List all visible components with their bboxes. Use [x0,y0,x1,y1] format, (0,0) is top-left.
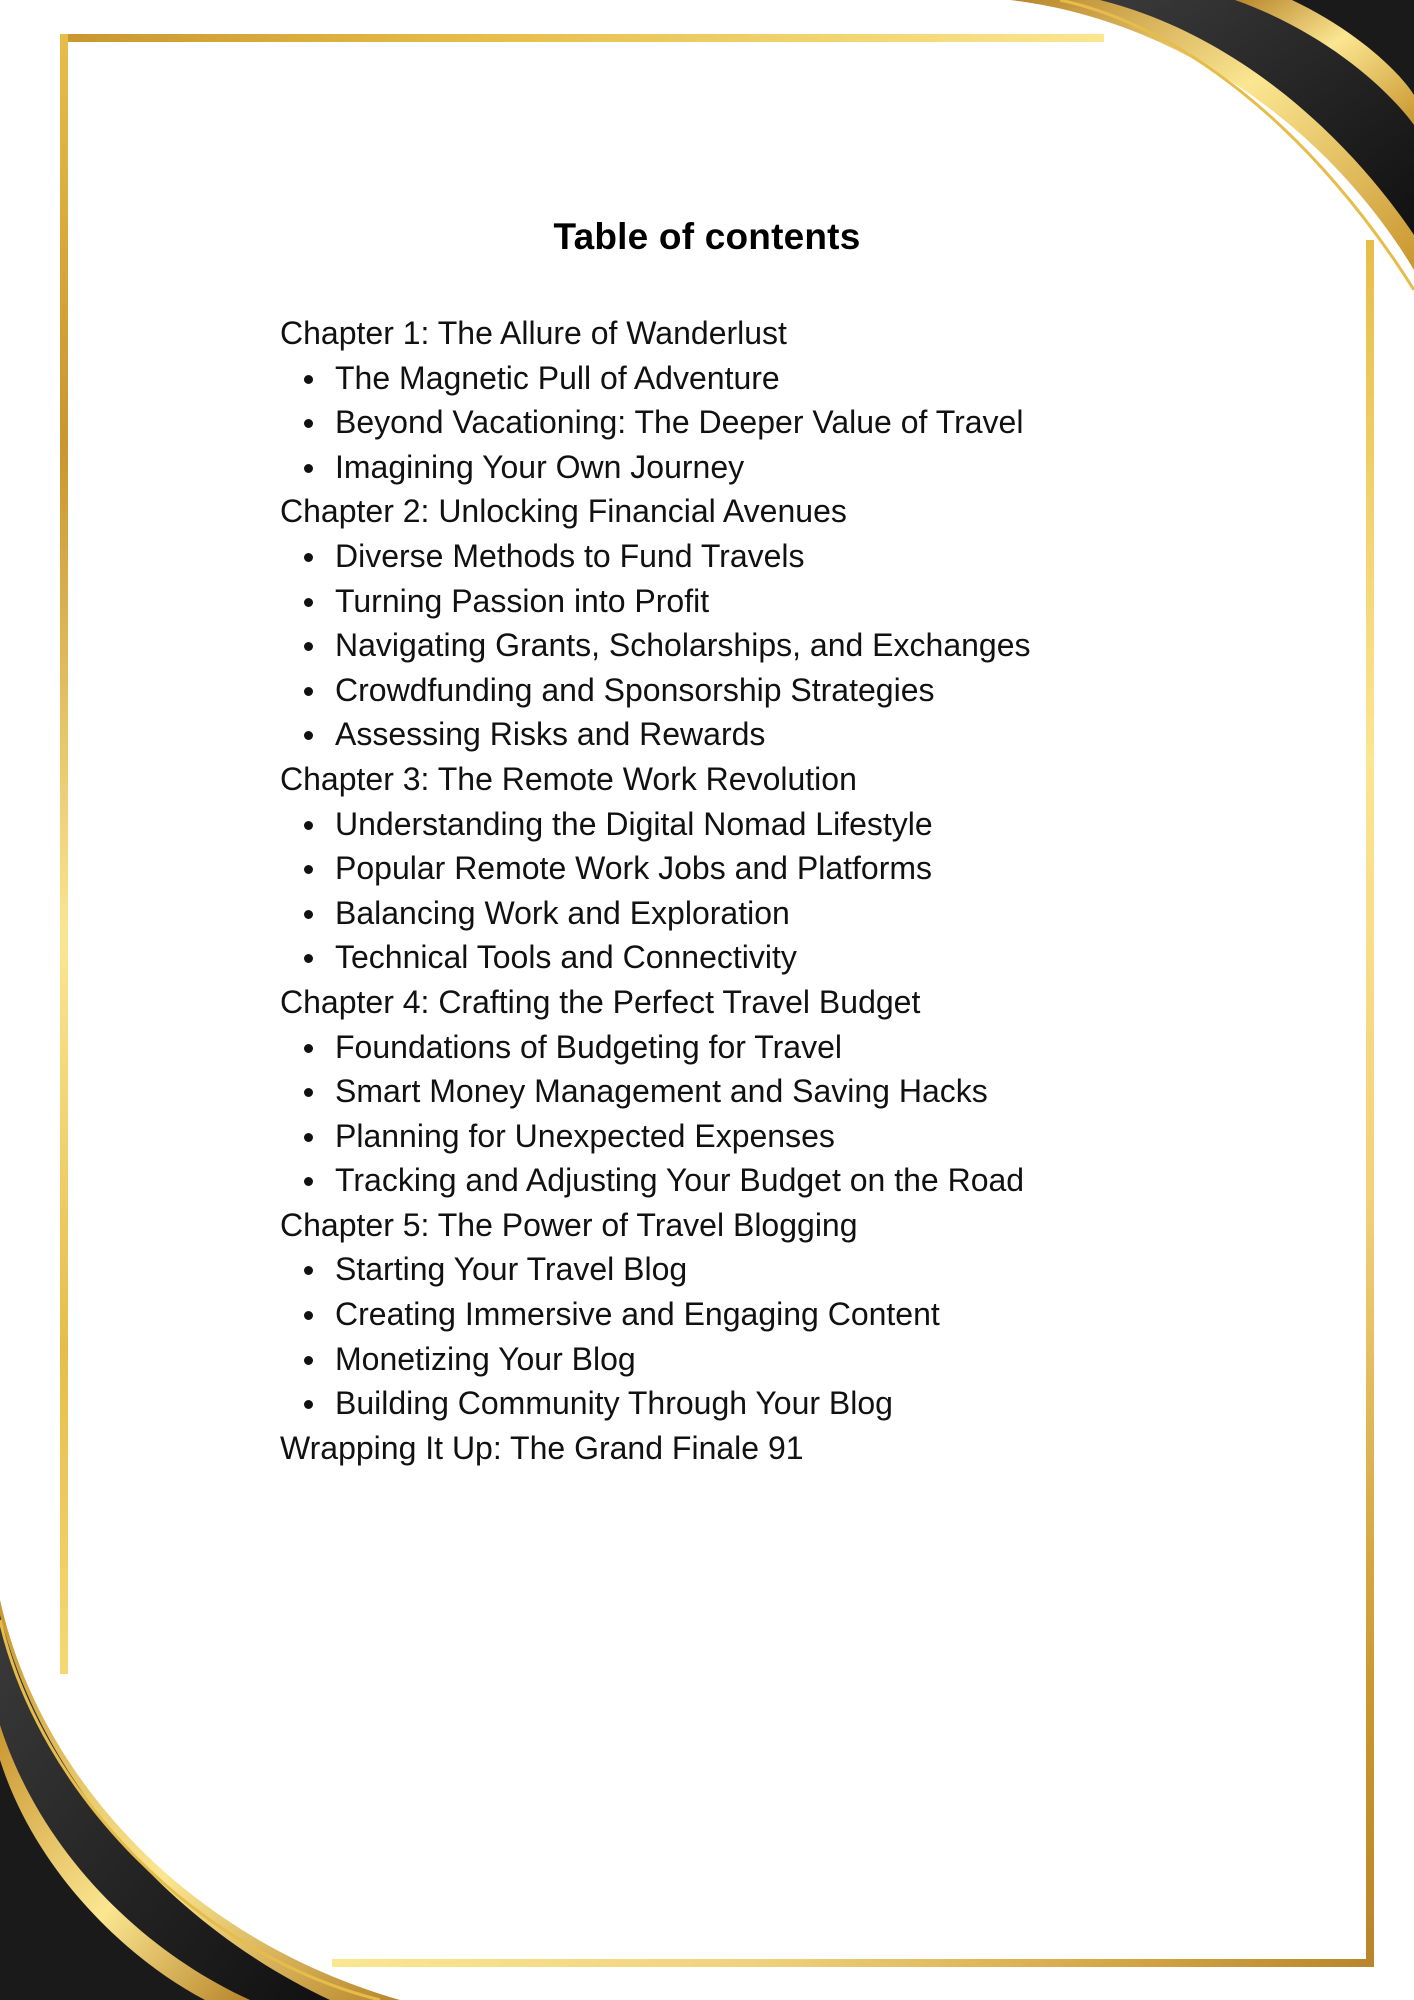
list-item [280,579,1160,624]
bullet-icon [304,464,313,473]
bullet-icon [304,954,313,963]
section-label: Crowdfunding and Sponsorship Strategies [335,671,935,708]
bullet-icon [304,910,313,919]
bullet-icon [304,598,313,607]
bullet-icon [304,687,313,696]
list-item [280,846,1160,891]
chapter-title: Chapter 4: Crafting the Perfect Travel Budget [280,983,921,1020]
section-label: Navigating Grants, Scholarships, and Exchanges [335,627,1031,664]
bullet-icon [304,1088,313,1097]
list-item [280,668,1160,713]
bullet-icon [304,731,313,740]
chapter-4 [280,980,1160,1203]
section-label: Balancing Work and Exploration [335,894,790,931]
section-label: Smart Money Management and Saving Hacks [335,1073,988,1110]
list-item [280,802,1160,847]
frame-top-line [60,34,1104,42]
section-label: Building Community Through Your Blog [335,1385,893,1422]
list-item [280,445,1160,490]
section-label: Diverse Methods to Fund Travels [335,537,805,574]
bullet-icon [304,1311,313,1320]
bullet-icon [304,642,313,651]
list-item [280,1025,1160,1070]
chapter-title: Chapter 1: The Allure of Wanderlust [280,315,787,351]
section-label: The Magnetic Pull of Adventure [335,359,780,396]
bullet-icon [304,553,313,562]
section-label: Understanding the Digital Nomad Lifestyle [335,805,933,842]
frame-bottom-line [332,1959,1374,1967]
bullet-icon [304,1400,313,1409]
list-item [280,400,1160,445]
list-item [280,1292,1160,1337]
section-list [280,802,1160,980]
chapter-3 [280,757,1160,980]
list-item [280,1247,1160,1292]
section-label: Imagining Your Own Journey [335,448,745,485]
list-item [280,1381,1160,1426]
section-label: Starting Your Travel Blog [335,1251,688,1288]
section-list [280,534,1160,757]
section-list [280,1025,1160,1203]
section-label: Creating Immersive and Engaging Content [335,1296,940,1333]
list-item [280,712,1160,757]
section-label: Assessing Risks and Rewards [335,716,766,753]
list-item [280,356,1160,401]
bullet-icon [304,375,313,384]
section-label: Foundations of Budgeting for Travel [335,1028,842,1065]
section-list [280,356,1160,490]
bullet-icon [304,1356,313,1365]
bullet-icon [304,1133,313,1142]
chapter-1 [280,311,1160,489]
bullet-icon [304,1177,313,1186]
section-label: Monetizing Your Blog [335,1340,636,1377]
list-item [280,935,1160,980]
bullet-icon [304,821,313,830]
frame-right-line [1366,240,1374,1967]
bullet-icon [304,865,313,874]
section-label: Popular Remote Work Jobs and Platforms [335,850,932,887]
section-label: Tracking and Adjusting Your Budget on the Road [335,1162,1025,1199]
chapter-title: Chapter 3: The Remote Work Revolution [280,760,857,797]
frame-left-line [60,34,68,1674]
chapter-2 [280,489,1160,757]
chapter-title: Chapter 2: Unlocking Financial Avenues [280,493,847,530]
section-label: Beyond Vacationing: The Deeper Value of Travel [335,404,1024,441]
chapter-5 [280,1203,1160,1426]
chapter-title: Chapter 5: The Power of Travel Blogging [280,1206,858,1243]
list-item [280,1069,1160,1114]
section-label: Planning for Unexpected Expenses [335,1117,835,1154]
bullet-icon [304,419,313,428]
closing-chapter-title: Wrapping It Up: The Grand Finale 91 [280,1429,804,1466]
section-list [280,1247,1160,1425]
list-item [280,891,1160,936]
page-title: Table of contents [553,216,861,257]
section-label: Technical Tools and Connectivity [335,939,797,976]
bullet-icon [304,1266,313,1275]
list-item [280,1114,1160,1159]
section-label: Turning Passion into Profit [335,582,710,619]
list-item [280,1337,1160,1382]
list-item [280,534,1160,579]
list-item [280,623,1160,668]
list-item [280,1158,1160,1203]
bullet-icon [304,1044,313,1053]
table-of-contents [280,311,1160,1470]
